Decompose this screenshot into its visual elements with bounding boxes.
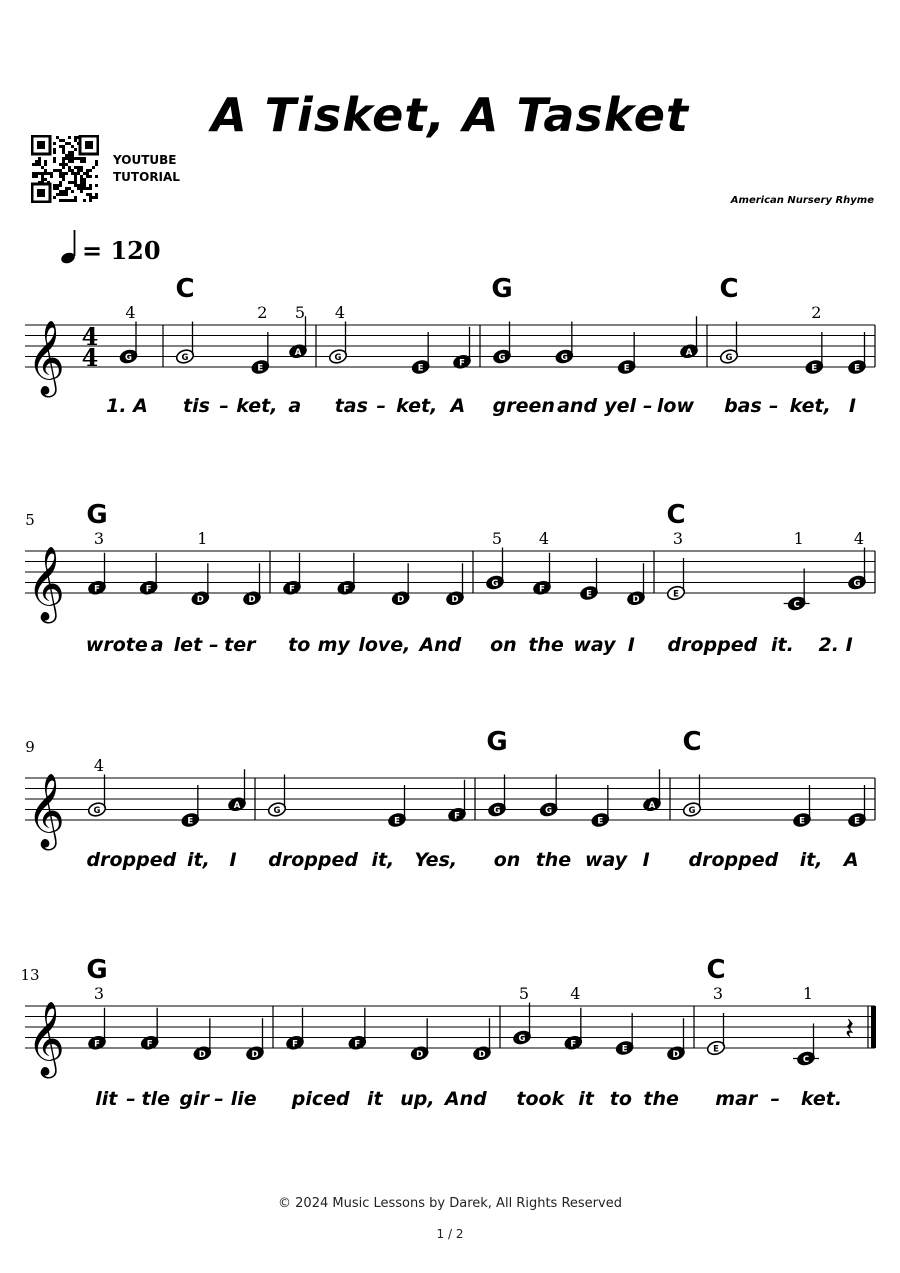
copyright-footer: © 2024 Music Lessons by Darek, All Rights Reserved — [278, 1196, 622, 1211]
lyric-syllable: low — [656, 395, 695, 417]
lyric-syllable: ket, — [236, 395, 278, 417]
lyric-syllable: wrote — [85, 634, 148, 656]
lyric-syllable: took — [516, 1088, 565, 1110]
measure — [328, 303, 472, 417]
note-name: F — [145, 584, 152, 595]
measure — [282, 553, 465, 656]
lyric-syllable: on — [490, 634, 517, 656]
lyric-syllable: dropped — [688, 849, 779, 871]
staff-system — [25, 727, 875, 871]
measure — [706, 955, 854, 1110]
lyric-line — [493, 395, 695, 417]
lyric-syllable: A — [450, 395, 466, 417]
note-name: A — [648, 800, 656, 811]
fingering-number: 1 — [802, 984, 814, 1003]
note — [682, 775, 702, 818]
lyric-hyphen: – — [770, 1088, 781, 1110]
youtube-label: YOUTUBE — [113, 153, 177, 167]
note — [411, 332, 431, 375]
lyric-syllable: green — [492, 395, 555, 417]
note-name: D — [451, 594, 459, 605]
note — [445, 563, 465, 606]
lyric-syllable: ket, — [789, 395, 831, 417]
page-number: 1 / 2 — [436, 1227, 464, 1241]
note-name: A — [233, 800, 241, 811]
lyric-syllable: And — [419, 634, 462, 656]
note — [532, 529, 552, 596]
measure-number: 13 — [20, 966, 40, 984]
song-title: A Tisket, A Tasket — [211, 88, 689, 142]
measure-number: 9 — [25, 738, 35, 756]
note — [539, 775, 559, 818]
lyric-syllable: way — [585, 849, 628, 871]
note-name: F — [94, 1039, 100, 1050]
note — [336, 553, 356, 596]
lyric-syllable: tle — [141, 1088, 170, 1110]
lyric-hyphen: – — [126, 1088, 136, 1110]
lyric-line — [183, 395, 301, 417]
note — [719, 322, 739, 365]
lyric-syllable: on — [493, 849, 521, 871]
note — [512, 984, 532, 1046]
note-name: D — [196, 594, 204, 605]
note-name: D — [478, 1049, 486, 1060]
chord-symbol: C — [706, 955, 726, 985]
lyric-line — [95, 1088, 257, 1110]
note — [267, 775, 287, 818]
staff-system — [20, 955, 876, 1110]
fingering-number: 1 — [793, 529, 804, 548]
note — [590, 785, 610, 828]
note-name: F — [570, 1039, 577, 1050]
lyric-syllable: I — [229, 849, 237, 871]
note — [190, 529, 210, 607]
lyric-line — [335, 395, 465, 417]
chord-symbol: G — [86, 500, 108, 530]
chord-symbol: C — [175, 274, 195, 304]
lyric-syllable: ket, — [396, 395, 438, 417]
measure-number: 5 — [25, 511, 35, 529]
time-signature-bottom: 4 — [81, 343, 99, 372]
lyric-line — [86, 634, 257, 656]
note — [666, 1018, 686, 1061]
treble-clef-icon: 𝄞 — [27, 1002, 65, 1076]
fingering-number: 2 — [257, 303, 268, 322]
note — [328, 303, 348, 365]
lyric-line — [268, 849, 457, 871]
lyric-syllable: I — [627, 634, 635, 656]
fingering-number: 3 — [672, 529, 684, 548]
lyric-syllable: it — [578, 1088, 594, 1110]
treble-clef-icon: 𝄞 — [27, 774, 65, 848]
note — [119, 303, 139, 365]
note — [347, 1008, 367, 1051]
note-name: G — [498, 353, 506, 363]
note-name: E — [799, 816, 805, 827]
note-name: E — [394, 816, 400, 827]
note — [792, 785, 812, 828]
fingering-number: 4 — [570, 984, 581, 1003]
fingering-number: 4 — [125, 303, 136, 322]
fingering-number: 3 — [93, 984, 105, 1003]
chord-symbol: G — [486, 727, 508, 757]
tutorial-label: TUTORIAL — [113, 170, 180, 184]
note-name: E — [623, 363, 630, 374]
lyric-syllable: lit — [95, 1088, 118, 1110]
measure — [666, 500, 867, 656]
note — [288, 303, 308, 360]
quarter-rest — [845, 1012, 854, 1047]
lyric-syllable: 1. A — [106, 395, 148, 417]
lyric-hyphen: – — [769, 395, 779, 417]
lyric-line — [715, 1088, 842, 1110]
note-name: D — [248, 594, 256, 605]
note — [642, 769, 662, 812]
lyric-syllable: yel — [604, 395, 637, 417]
fingering-number: 2 — [811, 303, 822, 322]
note — [485, 529, 505, 591]
note-name: G — [688, 806, 696, 816]
lyric-syllable: I — [848, 395, 856, 417]
lyric-hyphen: – — [376, 395, 386, 417]
lyric-line — [689, 849, 859, 871]
lyric-syllable: bas — [724, 395, 762, 417]
treble-clef-icon: 𝄞 — [27, 547, 65, 621]
note — [706, 984, 726, 1056]
lyric-syllable: dropped — [667, 634, 758, 656]
note — [492, 322, 512, 365]
final-barline — [871, 1006, 876, 1048]
note — [410, 1018, 430, 1061]
lyric-syllable: A — [843, 849, 859, 871]
tempo-value: = 120 — [82, 236, 161, 265]
note-name: E — [811, 363, 818, 374]
note — [847, 529, 867, 591]
lyric-syllable: tas — [334, 395, 368, 417]
note-name: G — [273, 806, 281, 816]
lyric-syllable: it, — [187, 849, 210, 871]
note-name: F — [94, 584, 100, 595]
note-name: E — [417, 363, 424, 374]
lyric-syllable: a — [150, 634, 164, 656]
note — [847, 332, 867, 375]
note-name: G — [334, 353, 342, 363]
note-name: G — [491, 579, 499, 589]
lyric-syllable: love, — [358, 634, 411, 656]
fingering-number: 5 — [491, 529, 503, 548]
lyric-hyphen: – — [209, 634, 219, 656]
note — [793, 984, 819, 1067]
note — [192, 1018, 212, 1061]
note-name: E — [586, 589, 592, 600]
note — [250, 303, 270, 375]
note-name: E — [621, 1044, 628, 1055]
lyric-syllable: 2. I — [818, 634, 853, 656]
fingering-number: 4 — [334, 303, 346, 322]
note-name: E — [713, 1044, 719, 1055]
fingering-number: 3 — [93, 529, 105, 548]
lyric-syllable: it — [367, 1088, 383, 1110]
measure — [86, 500, 262, 656]
measure — [285, 1008, 492, 1110]
lyric-syllable: And — [444, 1088, 487, 1110]
note-name: C — [793, 600, 800, 610]
fingering-number: 5 — [518, 984, 530, 1003]
lyric-hyphen: – — [219, 395, 229, 417]
note — [617, 332, 637, 375]
note-name: D — [632, 594, 640, 605]
lyric-line — [106, 395, 148, 417]
note-name: E — [187, 816, 194, 827]
note — [387, 785, 407, 828]
fingering-number: 5 — [294, 303, 306, 322]
lyric-syllable: lie — [230, 1088, 257, 1110]
lyric-syllable: a — [288, 395, 302, 417]
chord-symbol: C — [719, 274, 739, 304]
note-name: E — [854, 363, 860, 374]
lyric-line — [724, 395, 856, 417]
note-name: G — [853, 579, 861, 589]
note-name: E — [257, 363, 264, 374]
note — [87, 984, 107, 1051]
lyric-line — [667, 634, 852, 656]
staff-system — [25, 274, 875, 417]
note-name: F — [146, 1039, 153, 1050]
note — [679, 316, 699, 359]
note — [139, 553, 159, 596]
fingering-number: 1 — [197, 529, 208, 548]
note-name: F — [459, 358, 465, 369]
measure — [106, 303, 148, 417]
note — [447, 780, 467, 823]
note-name: E — [597, 816, 604, 827]
lyric-syllable: Yes, — [414, 849, 458, 871]
lyric-syllable: gir — [179, 1088, 209, 1110]
note-name: D — [397, 594, 405, 605]
note — [554, 322, 574, 365]
note — [847, 785, 867, 828]
note — [227, 769, 247, 812]
note-name: F — [343, 584, 350, 595]
note-name: G — [725, 353, 733, 363]
lyric-syllable: to — [288, 634, 311, 656]
note — [579, 558, 599, 601]
lyric-line — [516, 1088, 679, 1110]
note — [666, 529, 686, 601]
lyric-syllable: it, — [799, 849, 823, 871]
note-name: D — [198, 1049, 206, 1060]
note-name: G — [93, 806, 101, 816]
note — [804, 303, 824, 375]
lyric-line — [494, 849, 650, 871]
note — [784, 529, 810, 612]
fingering-number: 3 — [712, 984, 724, 1003]
note-name: F — [354, 1039, 361, 1050]
note-name: F — [454, 811, 460, 822]
note-name: C — [802, 1055, 810, 1065]
note-name: G — [181, 353, 189, 363]
lyric-syllable: way — [573, 634, 616, 656]
measure — [86, 955, 265, 1110]
quarter-rest-icon: 𝄽 — [845, 1012, 855, 1047]
lyric-syllable: dropped — [86, 849, 177, 871]
lyric-line — [288, 634, 462, 656]
note-name: D — [672, 1049, 680, 1060]
staff-system — [25, 500, 875, 656]
note — [285, 1008, 305, 1051]
lyric-syllable: tis — [183, 395, 210, 417]
lyric-line — [490, 634, 635, 656]
note — [615, 1013, 635, 1056]
chord-symbol: C — [682, 727, 702, 757]
note-name: D — [416, 1049, 424, 1060]
note-name: G — [125, 353, 132, 363]
note-name: A — [685, 347, 693, 358]
chord-symbol: G — [491, 274, 513, 304]
lyric-syllable: up, — [400, 1088, 435, 1110]
note — [563, 984, 583, 1051]
fingering-number: 4 — [853, 529, 865, 548]
note — [242, 563, 262, 606]
tempo-marking — [60, 230, 161, 265]
lyric-hyphen: – — [643, 395, 653, 417]
note — [245, 1018, 265, 1061]
lyric-syllable: to — [609, 1088, 632, 1110]
chord-symbol: C — [666, 500, 686, 530]
note — [472, 1018, 492, 1061]
note-name: E — [854, 816, 860, 827]
lyric-syllable: dropped — [268, 849, 358, 871]
note-name: F — [539, 584, 545, 595]
lyric-syllable: the — [643, 1088, 679, 1110]
note — [87, 756, 107, 818]
lyric-syllable: mar — [715, 1088, 758, 1110]
note — [626, 563, 646, 606]
lyric-syllable: piced — [291, 1088, 350, 1110]
note — [391, 563, 411, 606]
lyric-hyphen: – — [214, 1088, 224, 1110]
lyric-syllable: it, — [371, 849, 395, 871]
note — [282, 553, 302, 596]
chord-symbol: G — [86, 955, 108, 985]
time-signature-top: 4 — [81, 322, 99, 351]
lyric-syllable: let — [173, 634, 203, 656]
fingering-number: 4 — [538, 529, 550, 548]
note — [140, 1008, 160, 1051]
measure — [512, 984, 686, 1110]
note — [175, 322, 195, 365]
note-name: F — [292, 1039, 298, 1050]
note — [180, 785, 200, 828]
note-name: G — [518, 1034, 526, 1044]
lyric-syllable: it. — [771, 634, 794, 656]
lyric-syllable: the — [528, 634, 564, 656]
note — [87, 529, 107, 596]
lyric-syllable: ter — [224, 634, 256, 656]
note — [452, 327, 472, 370]
composer-credit: American Nursery Rhyme — [730, 195, 874, 206]
lyric-syllable: my — [317, 634, 350, 656]
lyric-syllable: I — [642, 849, 650, 871]
note-name: G — [560, 353, 568, 363]
note-name: E — [673, 589, 679, 600]
measure — [87, 756, 247, 871]
lyric-line — [87, 849, 237, 871]
lyric-syllable: ket. — [800, 1088, 843, 1110]
fingering-number: 4 — [93, 756, 105, 775]
lyric-syllable: the — [535, 849, 572, 871]
note-name: G — [493, 806, 501, 816]
lyric-line — [291, 1088, 487, 1110]
note-name: F — [289, 584, 295, 595]
note-name: G — [545, 806, 553, 816]
treble-clef-icon: 𝄞 — [27, 321, 65, 395]
note-name: D — [251, 1049, 259, 1060]
lyric-syllable: and — [557, 395, 598, 417]
note — [487, 775, 507, 818]
note-name: A — [294, 347, 302, 358]
